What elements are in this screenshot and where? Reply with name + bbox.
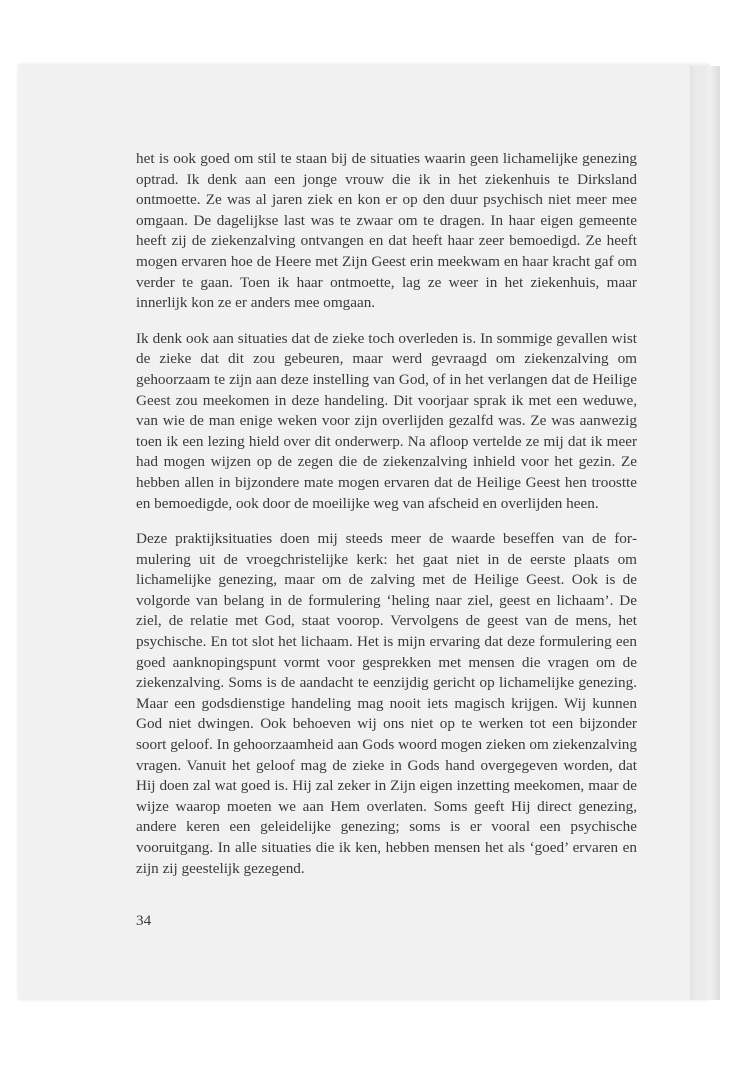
page-stack-edge <box>690 66 720 1000</box>
body-text <box>136 149 637 894</box>
paragraph-3: Deze praktijksituaties doen mij steeds meer de waarde beseffen van de formulering uit de vroegchristelijke kerk: het gaat niet in de eerste plaats om lichamelijke genezing, maar om de zalving met de Heilige Geest. Ook is de volgorde van belang in de formulering ‘heling naar ziel, geest en lichaam’. De ziel, de relatie met God, staat voorop. Vervolgens de geest van de mens, het psychische. En tot slot het lichaam. Het is mijn ervaring dat deze formulering een goed aanknopingspunt vormt voor gesprekken met mensen die vragen om de ziekenzalving. Soms is de aandacht te eenzijdig gericht op lichamelijke genezing. Maar een godsdienstige handeling mag nooit iets magisch krijgen. Wij kunnen God niet dwingen. Ook behoeven wij ons niet op te werken tot een bijzonder soort geloof. In gehoorzaamheid aan Gods woord mogen zieken om ziekenzalving vragen. Vanuit het geloof mag de zieke in Gods hand overgegeven worden, dat Hij doen zal wat goed is. Hij zal zeker in Zijn eigen inzetting meekomen, maar de wijze waarop moeten we aan Hem overlaten. Soms geeft Hij direct genezing, andere keren een geleidelijke genezing; soms is er vooral een psychische vooruitgang. In alle situaties die ik ken, hebben mensen het als ‘goed’ ervaren en zijn zij geestelijk gezegend. <box>136 530 637 877</box>
paragraph-2: Ik denk ook aan situaties dat de zieke toch overleden is. In sommige gevallen wist de zieke dat dit zou gebeuren, maar werd gevraagd om ziekenzalving om gehoorzaam te zijn aan deze instelling van God, of in het verlangen dat de Heilige Geest zou meekomen in deze handeling. Dit voorjaar sprak ik met een weduwe, van wie de man enige weken voor zijn overlijden gezalfd was. Ze was aanwezig toen ik een lezing hield over dit onderwerp. Na afloop vertelde ze mij dat ik meer had mogen wijzen op de zegen die de ziekenzalving inhield voor het gezin. Ze hebben allen in bijzondere mate mogen ervaren dat de Heilige Geest hen troostte en bemoedigde, ook door de moeilijke weg van afscheid en overlijden heen. <box>136 329 637 512</box>
page-number: 34 <box>136 912 152 929</box>
paragraph-1: het is ook goed om stil te staan bij de situaties waarin geen lichamelijke genezing optrad. Ik denk aan een jonge vrouw die ik in het ziekenhuis te Dirksland ontmoette. Ze was al jaren ziek en kon er op den duur psychisch niet meer mee omgaan. De dagelijkse last was te zwaar om te dragen. In haar eigen gemeente heeft zij de ziekenzalving ontvangen en dat heeft haar zeer bemoedigd. Ze heeft mogen ervaren hoe de Heere met Zijn Geest erin meekwam en haar kracht gaf om verder te gaan. Toen ik haar ontmoette, lag ze weer in het ziekenhuis, maar innerlijk kon ze er anders mee omgaan. <box>136 150 637 312</box>
